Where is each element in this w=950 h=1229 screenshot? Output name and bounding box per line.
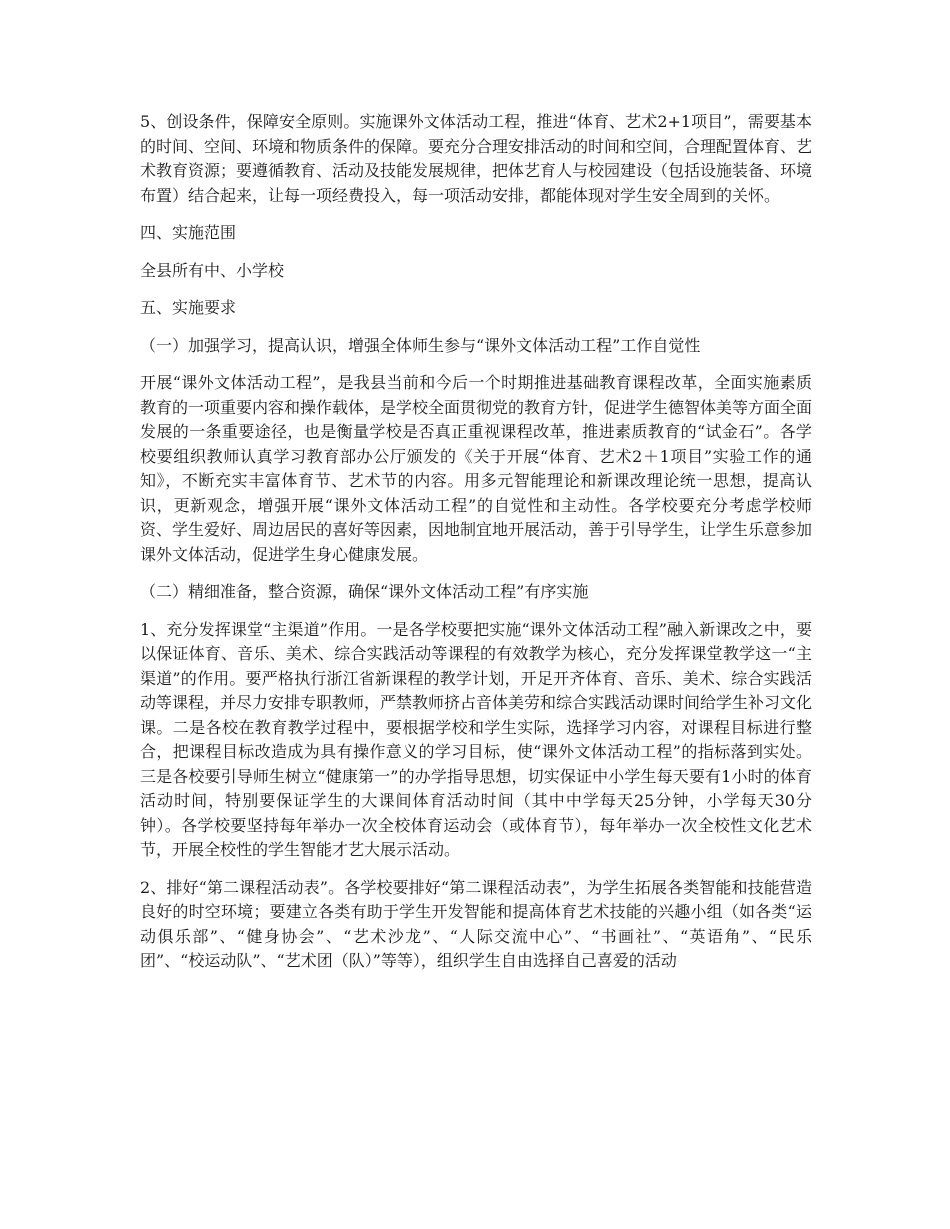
paragraph-strengthen-learning: 开展“课外文体活动工程”，是我县当前和今后一个时期推进基础教育课程改革，全面实施素质教育的一项重要内容和操作载体，是学校全面贯彻党的教育方针，促进学生德智体美等方面全面发展的一条重要途径，也是衡量学校是否真正重视课程改革，推进素质教育的“试金石”。各学校要组织教师认真学习教育部办公厅颁发的《关于开展“体育、艺术2＋1项目”实验工作的通知》，不断充实丰富体育节、艺术节的内容。用多元智能理论和新课改理论统一思想，提高认识，更新观念，增强开展“课外文体活动工程”的自觉性和主动性。各学校要充分考虑学校师资、学生爱好、周边居民的喜好等因素，因地制宜地开展活动，善于引导学生，让学生乐意参加课外文体活动，促进学生身心健康发展。 <box>140 373 813 564</box>
paragraph-safety-principle: 5、创设条件，保障安全原则。实施课外文体活动工程，推进“体育、艺术2+1项目”，需要基本的时间、空间、环境和物质条件的保障。要充分合理安排活动的时间和空间，合理配置体育、艺术教育资源；要遵循教育、活动及技能发展规律，把体艺育人与校园建设（包括设施装备、环境布置）结合起来，让每一项经费投入，每一项活动安排，都能体现对学生安全周到的关怀。 <box>140 112 813 205</box>
heading-implementation-requirements: 五、实施要求 <box>140 298 237 317</box>
paragraph-second-curriculum: 2、排好“第二课程活动表”。各学校要排好“第二课程活动表”，为学生拓展各类智能和技能营造良好的时空环境；要建立各类有助于学生开发智能和提高体育艺术技能的兴趣小组（如各类“运动俱乐部”、“健身协会”、“艺术沙龙”、“人际交流中心”、“书画社”、“英语角”、“民乐团”、“校运动队”、“艺术团（队）”等等），组织学生自由选择自己喜爱的活动 <box>140 877 812 970</box>
subheading-careful-preparation: （二）精细准备，整合资源，确保“课外文体活动工程”有序实施 <box>140 582 589 601</box>
paragraph-scope-content: 全县所有中、小学校 <box>140 260 285 280</box>
paragraph-classroom-main-channel: 1、充分发挥课堂“主渠道”作用。一是各学校要把实施“课外文体活动工程”融入新课改之中，要以保证体育、音乐、美术、综合实践活动等课程的有效教学为核心，充分发挥课堂教学这一“主渠道”的作用。要严格执行浙江省新课程的教学计划，开足开齐体育、音乐、美术、综合实践活动等课程，并尽力安排专职教师，严禁教师挤占音体美劳和综合实践活动课时间给学生补习文化课。二是各校在教育教学过程中，要根据学校和学生实际，选择学习内容，对课程目标进行整合，把课程目标改造成为具有操作意义的学习目标，使“课外文体活动工程”的指标落到实处。三是各校要引导师生树立“健康第一”的办学指导思想，切实保证中小学生每天要有1小时的体育活动时间，特别要保证学生的大课间体育活动时间（其中中学每天25分钟，小学每天30分钟）。各学校要坚持每年举办一次全校体育运动会（或体育节），每年举办一次全校性文化艺术节，开展全校性的学生智能才艺大展示活动。 <box>140 619 813 859</box>
heading-implementation-scope: 四、实施范围 <box>140 223 237 242</box>
document-page <box>140 110 812 987</box>
subheading-strengthen-learning: （一）加强学习，提高认识，增强全体师生参与“课外文体活动工程”工作自觉性 <box>140 335 701 355</box>
